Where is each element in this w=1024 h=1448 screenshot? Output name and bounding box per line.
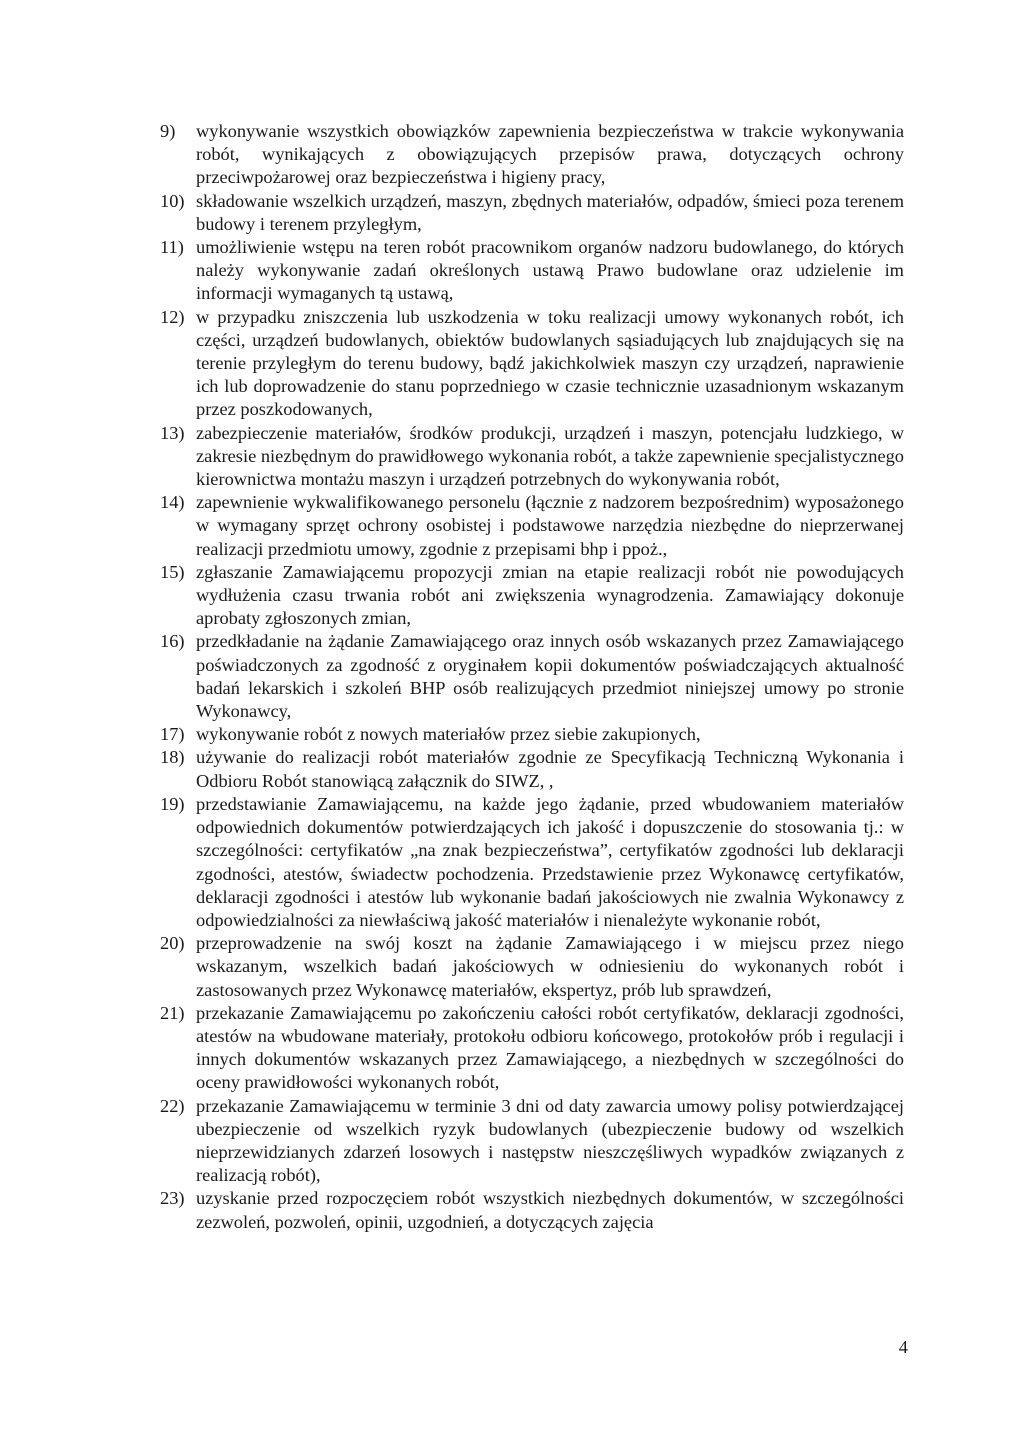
list-item-number: 19) xyxy=(160,793,185,814)
list-item-text: przedkładanie na żądanie Zamawiającego oraz innych osób wskazanych przez Zamawiającego poświadczonych za zgodność z oryginałem kopii dokumentów poświadczających aktualność badań lekarskich i szkoleń BHP osób realizujących przedmiot niniejszej umowy po stronie Wykonawcy, xyxy=(196,631,904,722)
numbered-list xyxy=(160,120,904,1234)
list-item xyxy=(160,120,904,190)
list-item-text: używanie do realizacji robót materiałów zgodnie ze Specyfikacją Techniczną Wykonania i Odbioru Robót stanowiącą załącznik do SIWZ, , xyxy=(196,747,904,791)
list-item xyxy=(160,561,904,631)
list-item-text: zgłaszanie Zamawiającemu propozycji zmian na etapie realizacji robót nie powodujących wydłużenia czasu trwania robót ani zwiększenia wynagrodzenia. Zamawiający dokonuje aprobaty zgłoszonych zmian, xyxy=(196,561,904,629)
list-item-number: 16) xyxy=(160,631,185,652)
list-item-number: 13) xyxy=(160,422,185,443)
list-item xyxy=(160,793,904,932)
list-item xyxy=(160,1095,904,1188)
list-item xyxy=(160,1002,904,1095)
list-item xyxy=(160,236,904,306)
list-item-text: w przypadku zniszczenia lub uszkodzenia w toku realizacji umowy wykonanych robót, ich części, urządzeń budowlanych, obiektów budowlanych sąsiadujących lub znajdujących się na terenie przyległym do terenu budowy, bądź jakichkolwiek maszyn czy urządzeń, naprawienie ich lub doprowadzenie do stanu poprzedniego w czasie technicznie uzasadnionym wskazanym przez poszkodowanych, xyxy=(196,306,904,420)
list-item xyxy=(160,746,904,792)
list-item-number: 17) xyxy=(160,724,185,745)
list-item xyxy=(160,723,904,746)
list-item-text: zabezpieczenie materiałów, środków produkcji, urządzeń i maszyn, potencjału ludzkiego, w zakresie niezbędnym do prawidłowego wykonania robót, a także zapewnienie specjalistycznego kierownictwa montażu maszyn i urządzeń potrzebnych do wykonywania robót, xyxy=(196,422,904,490)
list-item xyxy=(160,630,904,723)
list-item-text: umożliwienie wstępu na teren robót pracownikom organów nadzoru budowlanego, do których należy wykonywanie zadań określonych ustawą Prawo budowlane oraz udzielenie im informacji wymaganych tą ustawą, xyxy=(196,237,904,304)
list-item-number: 9) xyxy=(160,121,176,141)
list-item-text: wykonywanie wszystkich obowiązków zapewnienia bezpieczeństwa w trakcie wykonywania robót, wynikających z obowiązujących przepisów prawa, dotyczących ochrony przeciwpożarowej oraz bezpieczeństwa i higieny pracy, xyxy=(196,121,904,188)
list-item-text: zapewnienie wykwalifikowanego personelu (łącznie z nadzorem bezpośrednim) wyposażonego w wymagany sprzęt ochrony osobistej i podstawowe narzędzia niezbędne do nieprzerwanej realizacji przedmiotu umowy, zgodnie z przepisami bhp i ppoż., xyxy=(196,492,904,559)
list-item-number: 15) xyxy=(160,561,185,582)
list-item-number: 11) xyxy=(160,237,184,258)
list-item-text: składowanie wszelkich urządzeń, maszyn, zbędnych materiałów, odpadów, śmieci poza terenem budowy i terenem przyległym, xyxy=(196,190,904,234)
list-item xyxy=(160,422,904,492)
list-item xyxy=(160,306,904,422)
list-item-number: 12) xyxy=(160,306,185,327)
list-item-number: 18) xyxy=(160,747,185,768)
list-item-text: uzyskanie przed rozpoczęciem robót wszystkich niezbędnych dokumentów, w szczególności zezwoleń, pozwoleń, opinii, uzgodnień, a dotyczących zajęcia xyxy=(196,1188,904,1232)
list-item-number: 21) xyxy=(160,1002,185,1023)
list-item-number: 14) xyxy=(160,492,185,513)
list-item-number: 20) xyxy=(160,933,185,954)
list-item-number: 22) xyxy=(160,1095,185,1116)
list-item-text: przedstawianie Zamawiającemu, na każde jego żądanie, przed wbudowaniem materiałów odpowiednich dokumentów potwierdzających ich jakość i dopuszczenie do stosowania tj.: w szczególności: certyfikatów „na znak bezpieczeństwa”, certyfikatów zgodności lub deklaracji zgodności, atestów, świadectw pochodzenia. Przedstawienie przez Wykonawcę certyfikatów, deklaracji zgodności i atestów lub wykonanie badań jakościowych nie zwalnia Wykonawcy z odpowiedzialności za niewłaściwą jakość materiałów i nienależyte wykonanie robót, xyxy=(196,793,904,930)
list-item xyxy=(160,932,904,1002)
list-item-number: 23) xyxy=(160,1188,185,1209)
list-item-text: przeprowadzenie na swój koszt na żądanie Zamawiającego i w miejscu przez niego wskazanym, wszelkich badań jakościowych w odniesieniu do wykonanych robót i zastosowanych przez Wykonawcę materiałów, ekspertyz, prób lub sprawdzeń, xyxy=(196,933,904,1000)
list-item xyxy=(160,491,904,561)
list-item-text: przekazanie Zamawiającemu po zakończeniu całości robót certyfikatów, deklaracji zgodności, atestów na wbudowane materiały, protokołu odbioru końcowego, protokołów prób i regulacji i innych dokumentów wskazanych przez Zamawiającego, a niezbędnych w szczególności do oceny prawidłowości wykonanych robót, xyxy=(196,1002,904,1093)
list-item-text: wykonywanie robót z nowych materiałów przez siebie zakupionych, xyxy=(196,724,701,745)
list-item xyxy=(160,190,904,236)
list-item-number: 10) xyxy=(160,190,185,211)
list-item-text: przekazanie Zamawiającemu w terminie 3 dni od daty zawarcia umowy polisy potwierdzającej ubezpieczenie od wszelkich ryzyk budowlanych (ubezpieczenie budowy od wszelkich nieprzewidzianych zdarzeń losowych i następstw nieszczęśliwych wypadków związanych z realizacją robót), xyxy=(196,1095,904,1186)
list-item xyxy=(160,1187,904,1233)
page-number: 4 xyxy=(898,1337,908,1357)
